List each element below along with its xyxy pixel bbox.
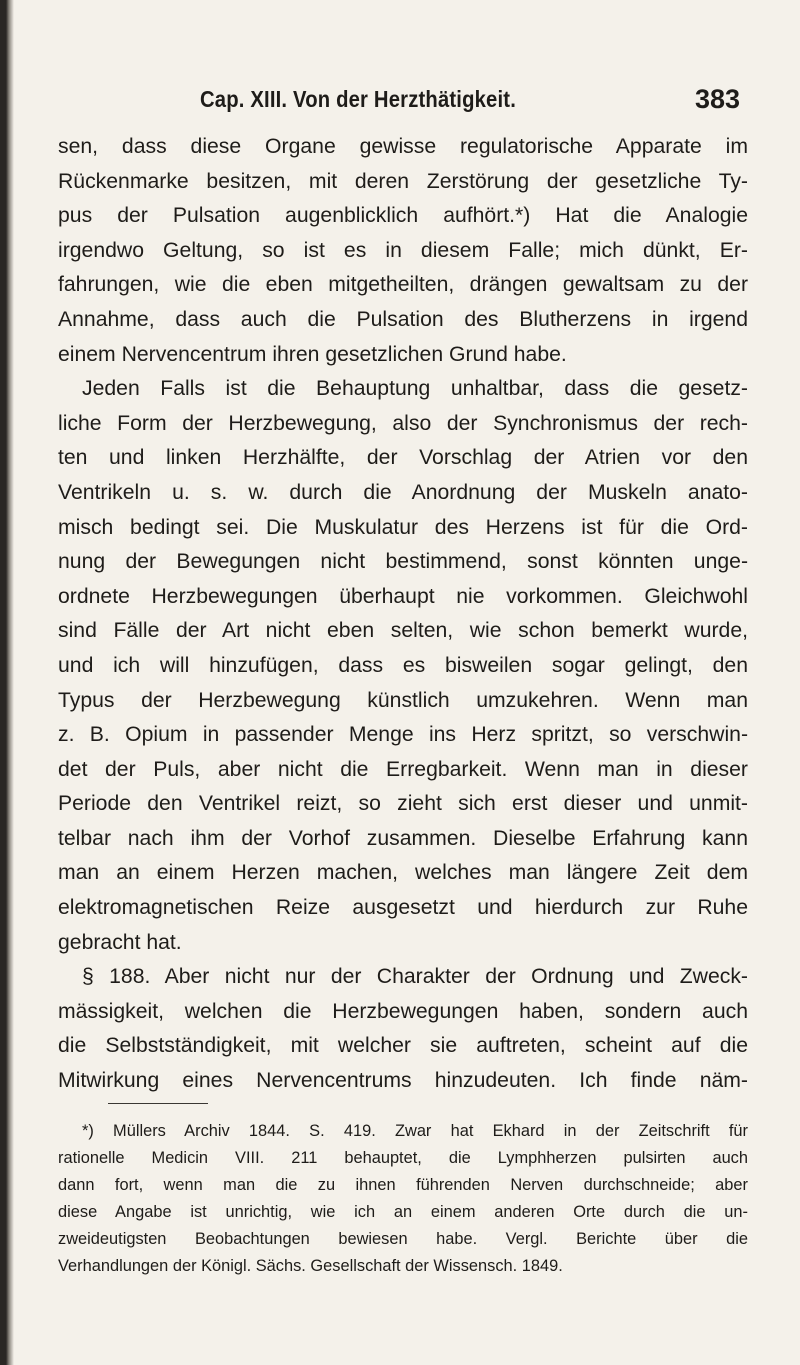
footnotes (58, 1118, 748, 1280)
text-line: Ventrikeln u. s. w. durch die Anordnung der Muskeln anato- (58, 480, 748, 504)
text-line: Typus der Herzbewegung künstlich umzukehren. Wenn man (58, 688, 748, 712)
text-line: fahrungen, wie die eben mitgetheilten, drängen gewaltsam zu der (58, 273, 748, 297)
footnote-line: rationelle Medicin VIII. 211 behauptet, die Lymphherzen pulsirten auch (58, 1149, 748, 1167)
text-line: Jeden Falls ist die Behauptung unhaltbar, dass die gesetz- (82, 377, 748, 401)
text-line: misch bedingt sei. Die Muskulatur des Herzens ist für die Ord- (58, 515, 748, 539)
page-gutter-shadow (0, 0, 14, 1365)
text-line: sen, dass diese Organe gewisse regulatorische Apparate im (58, 135, 748, 158)
text-line: pus der Pulsation augenblicklich aufhört.*) Hat die Analogie (58, 204, 748, 228)
text-line: mässigkeit, welchen die Herzbewegungen haben, sondern auch (58, 999, 748, 1023)
text-line: die Selbstständigkeit, mit welcher sie auftreten, scheint auf die (58, 1034, 748, 1058)
text-line: telbar nach ihm der Vorhof zusammen. Dieselbe Erfahrung kann (58, 826, 748, 850)
text-line: z. B. Opium in passender Menge ins Herz spritzt, so verschwin- (58, 723, 748, 747)
text-line: § 188. Aber nicht nur der Charakter der Ordnung und Zweck- (82, 965, 748, 989)
page-number: 383 (694, 84, 740, 114)
text-line: det der Puls, aber nicht die Erregbarkeit. Wenn man in dieser (58, 757, 748, 781)
body-text (58, 130, 748, 1099)
running-header (70, 86, 740, 126)
text-line: man an einem Herzen machen, welches man längere Zeit dem (58, 861, 748, 885)
text-line: gebracht hat. (58, 930, 182, 954)
footnote-separator (108, 1103, 208, 1104)
text-line: sind Fälle der Art nicht eben selten, wie schon bemerkt wurde, (58, 619, 748, 643)
text-line: irgendwo Geltung, so ist es in diesem Falle; mich dünkt, Er- (58, 238, 748, 262)
footnote-line: dann fort, wenn man die zu ihnen führenden Nerven durchschneide; aber (58, 1176, 748, 1194)
text-line: elektromagnetischen Reize ausgesetzt und hierdurch zur Ruhe (58, 896, 748, 920)
footnote-line: diese Angabe ist unrichtig, wie ich an einem anderen Orte durch die un- (58, 1203, 748, 1221)
text-line: ordnete Herzbewegungen überhaupt nie vorkommen. Gleichwohl (58, 584, 748, 608)
text-line: Rückenmarke besitzen, mit deren Zerstörung der gesetzliche Ty- (58, 169, 748, 193)
text-line: liche Form der Herzbewegung, also der Synchronismus der rech- (58, 411, 748, 435)
text-line: und ich will hinzufügen, dass es bisweilen sogar gelingt, den (58, 653, 748, 677)
text-line: ten und linken Herzhälfte, der Vorschlag der Atrien vor den (58, 446, 748, 470)
text-line: Annahme, dass auch die Pulsation des Blutherzens in irgend (58, 307, 748, 331)
text-line: nung der Bewegungen nicht bestimmend, sonst könnten unge- (58, 550, 748, 574)
text-line: Mitwirkung eines Nervencentrums hinzudeuten. Ich finde näm- (58, 1069, 748, 1093)
running-title: Cap. XIII. Von der Herzthätigkeit. (200, 86, 517, 112)
footnote-line: *) Müllers Archiv 1844. S. 419. Zwar hat Ekhard in der Zeitschrift für (82, 1122, 748, 1140)
footnote-line: zweideutigsten Beobachtungen bewiesen habe. Vergl. Berichte über die (58, 1230, 748, 1248)
text-line: Periode den Ventrikel reizt, so zieht sich erst dieser und unmit- (58, 792, 748, 816)
text-line: einem Nervencentrum ihren gesetzlichen Grund habe. (58, 342, 567, 366)
footnote-line: Verhandlungen der Königl. Sächs. Gesellschaft der Wissensch. 1849. (58, 1257, 563, 1275)
